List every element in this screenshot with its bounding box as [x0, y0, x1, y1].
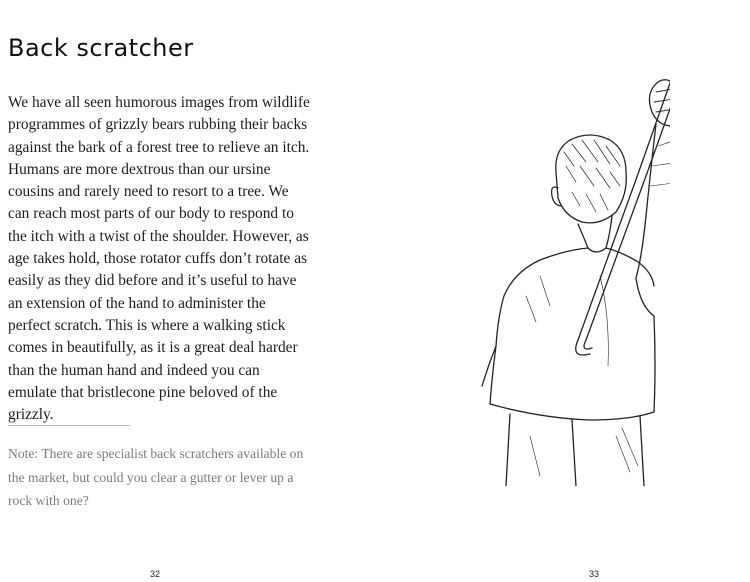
note-paragraph: Note: There are specialist back scratchers available on the market, but could you clear a gutter or lever up a rock with one?: [8, 446, 304, 508]
right-page: [370, 0, 750, 582]
trousers: [506, 414, 644, 486]
page-title: Back scratcher: [8, 34, 194, 62]
man-back-scratching-illustration: [440, 16, 670, 486]
head: [552, 135, 627, 248]
left-page: [0, 0, 370, 582]
jumper-back: [482, 248, 655, 420]
note-divider: [8, 425, 130, 426]
page-number-right: 33: [589, 569, 600, 579]
walking-stick: [576, 29, 670, 355]
body-paragraph: We have all seen humorous images from wildlife programmes of grizzly bears rubbing their backs against the bark of a forest tree to relieve an itch. Humans are more dextrous than our ursine cousins and rarely need to resort to a tree. We can reach most parts of our body to respond to the itch with a twist of the shoulder. However, as age takes hold, those rotator cuffs don’t rotate as easily as they did before and it’s useful to have an extension of the hand to administer the perfect scratch. This is where a walking stick comes in beautifully, as it is a great deal harder than the human hand and indeed you can emulate that bristlecone pine beloved of the grizzly.: [8, 94, 310, 424]
page-number-left: 32: [150, 569, 161, 579]
